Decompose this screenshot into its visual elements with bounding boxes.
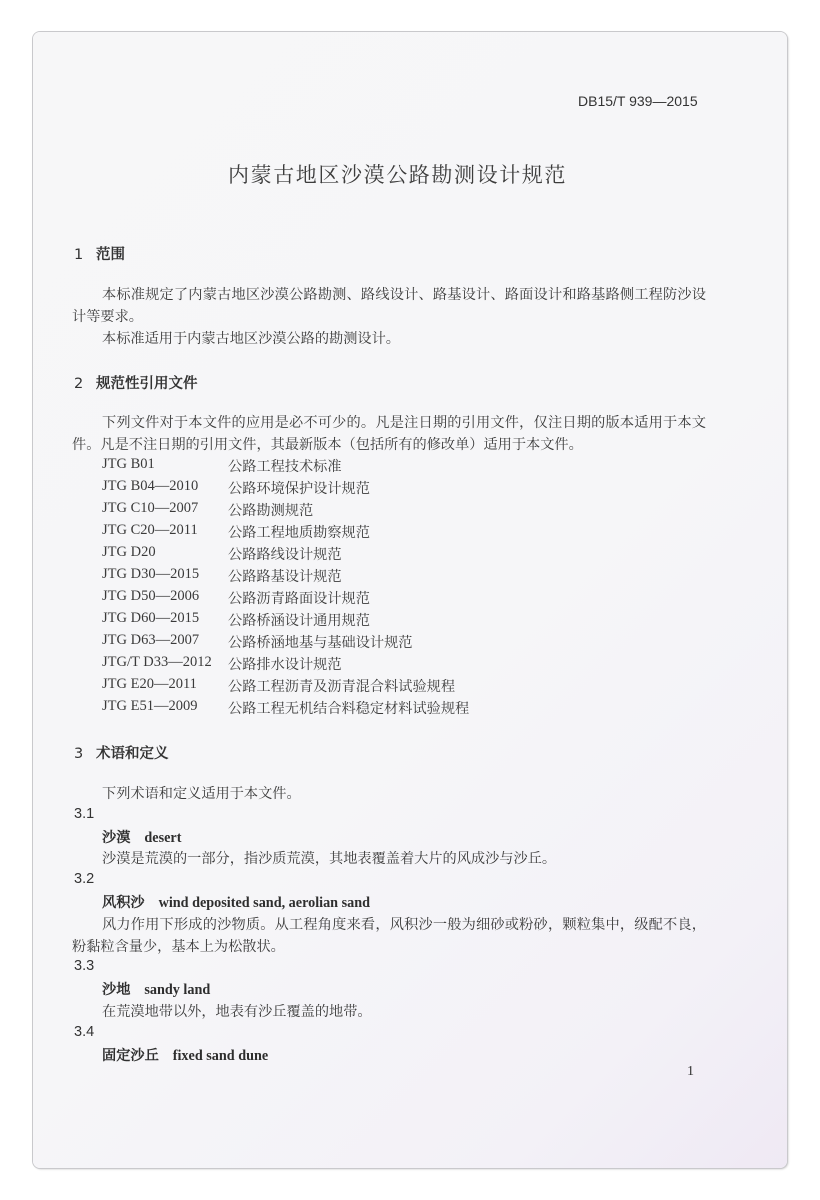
section-heading-2 — [74, 372, 198, 393]
term-en: fixed sand dune — [172, 1048, 269, 1064]
reference-code: JTG B04—2010 — [102, 478, 199, 494]
term-en: wind deposited sand, aerolian sand — [158, 895, 371, 911]
reference-title: 公路工程无机结合料稳定材料试验规程 — [228, 701, 470, 717]
references-intro: 下列文件对于本文件的应用是必不可少的。凡是注日期的引用文件，仅注日期的版本适用于本文件。凡是不注日期的引用文件，其最新版本（包括所有的修改单）适用于本文件。 — [72, 415, 706, 453]
reference-title: 公路桥涵地基与基础设计规范 — [228, 635, 413, 651]
section-title: 规范性引用文件 — [96, 376, 198, 392]
reference-title: 公路工程沥青及沥青混合料试验规程 — [228, 679, 456, 695]
term-entry — [102, 827, 181, 847]
reference-code: JTG E20—2011 — [102, 676, 197, 692]
reference-title: 公路桥涵设计通用规范 — [228, 613, 370, 629]
reference-title: 公路路基设计规范 — [228, 569, 342, 585]
term-zh: 沙漠 — [102, 830, 131, 846]
reference-title: 公路工程地质勘察规范 — [228, 525, 370, 541]
section-heading-1 — [74, 243, 125, 264]
reference-code: JTG D50—2006 — [102, 588, 200, 604]
reference-title: 公路沥青路面设计规范 — [228, 591, 370, 607]
term-entry — [102, 979, 210, 999]
reference-title: 公路勘测规范 — [228, 503, 314, 519]
page-number: 1 — [687, 1064, 694, 1079]
reference-code: JTG D60—2015 — [102, 610, 200, 626]
term-zh: 沙地 — [102, 982, 131, 998]
reference-code: JTG B01 — [102, 456, 155, 472]
clause-number: 3.1 — [74, 806, 95, 822]
reference-title: 公路路线设计规范 — [228, 547, 342, 563]
reference-code: JTG E51—2009 — [102, 698, 198, 714]
reference-code: JTG C10—2007 — [102, 500, 199, 516]
scope-paragraph-1: 本标准规定了内蒙古地区沙漠公路勘测、路线设计、路基设计、路面设计和路基路侧工程防沙设计等要求。 — [72, 287, 706, 325]
term-entry — [102, 892, 370, 912]
reference-code: JTG/T D33—2012 — [102, 654, 212, 670]
section-number: 2 — [74, 376, 84, 392]
term-entry — [102, 1045, 268, 1065]
term-en: sandy land — [144, 982, 211, 998]
term-definition: 风力作用下形成的沙物质。从工程角度来看，风积沙一般为细砂或粉砂，颗粒集中，级配不良，粉黏粒含量少，基本上为松散状。 — [72, 917, 706, 955]
section-title: 范围 — [96, 247, 125, 263]
section-title: 术语和定义 — [96, 746, 169, 762]
term-definition: 沙漠是荒漠的一部分，指沙质荒漠，其地表覆盖着大片的风成沙与沙丘。 — [102, 851, 557, 867]
reference-code: JTG C20—2011 — [102, 522, 198, 538]
terms-intro: 下列术语和定义适用于本文件。 — [102, 786, 301, 802]
clause-number: 3.3 — [74, 958, 95, 974]
reference-title: 公路排水设计规范 — [228, 657, 342, 673]
reference-code: JTG D20 — [102, 544, 156, 560]
scope-paragraph-2: 本标准适用于内蒙古地区沙漠公路的勘测设计。 — [102, 331, 400, 347]
section-number: 1 — [74, 247, 84, 263]
clause-number: 3.2 — [74, 871, 95, 887]
reference-title: 公路工程技术标准 — [228, 459, 342, 475]
term-en: desert — [144, 830, 182, 846]
reference-title: 公路环境保护设计规范 — [228, 481, 370, 497]
term-zh: 风积沙 — [102, 895, 145, 911]
reference-code: JTG D63—2007 — [102, 632, 200, 648]
section-heading-3 — [74, 742, 169, 763]
section-number: 3 — [74, 746, 84, 762]
document-title: 内蒙古地区沙漠公路勘测设计规范 — [228, 163, 567, 187]
clause-number: 3.4 — [74, 1024, 95, 1040]
reference-code: JTG D30—2015 — [102, 566, 200, 582]
term-zh: 固定沙丘 — [102, 1048, 159, 1064]
term-definition: 在荒漠地带以外，地表有沙丘覆盖的地带。 — [102, 1004, 372, 1020]
standard-code: DB15/T 939—2015 — [578, 93, 698, 109]
